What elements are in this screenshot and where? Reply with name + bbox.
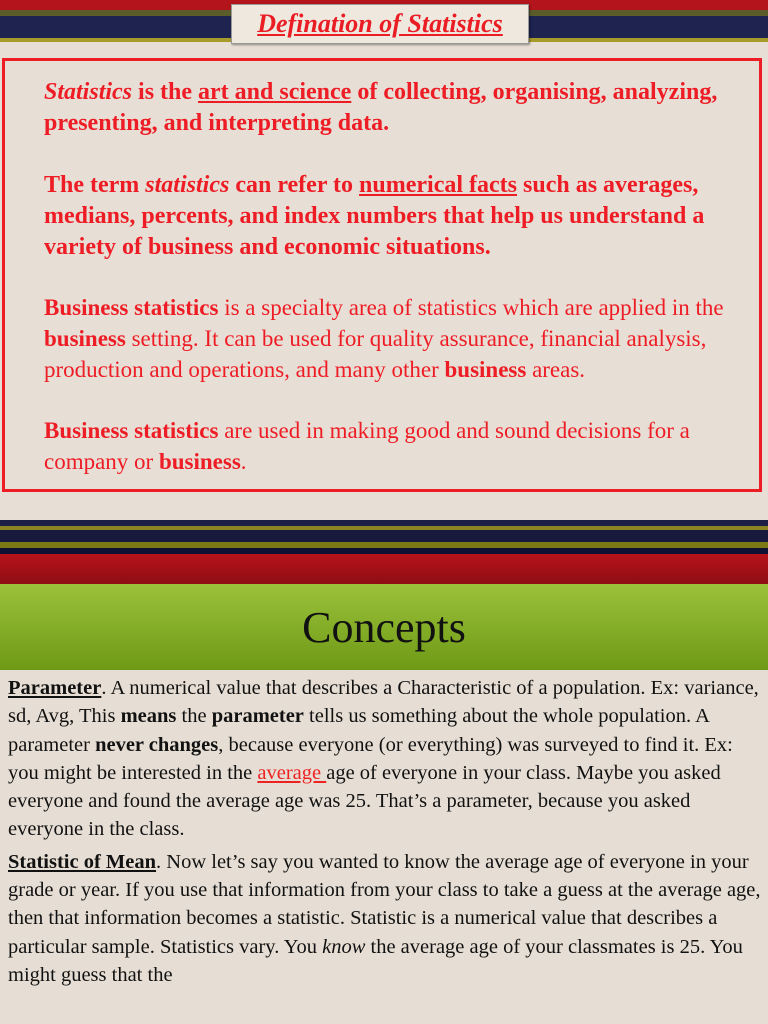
stripe-navy-2 [0,530,768,542]
concepts-title: Concepts [302,602,466,652]
stripe-red [0,554,768,584]
para-statistics-definition: Statistics is the art and science of collecting, organising, analyzing, presenting, and interpreting data. [44,79,718,136]
concepts-body [8,674,764,989]
slide-title-box [231,4,529,44]
para-business-statistics: Business statistics is a specialty area of statistics which are applied in the business setting. It can be used for quality assurance, financial analysis, production and operations, and many other business areas. [44,295,724,382]
slide-title: Defination of Statistics [257,9,503,38]
concepts-title-band [0,584,768,670]
para-term-statistics: The term statistics can refer to numerical facts such as averages, medians, percents, and index numbers that help us understand a variety of business and economic situations. [44,172,705,260]
slide-concepts [0,520,768,1024]
parameter-paragraph: Parameter. A numerical value that describes a Characteristic of a population. Ex: variance, sd, Avg, This means the parameter tells us something about the whole population. A parameter never changes, because everyone (or everything) was surveyed to find it. Ex: you might be interested in the average age of everyone in your class. Maybe you asked everyone and found the average age was 25. That’s a parameter, because you asked everyone in the class. [8,677,759,841]
statistic-paragraph: Statistic of Mean. Now let’s say you wanted to know the average age of everyone in your grade or year. If you use that information from your class to take a guess at the average age, then that information becomes a statistic. Statistic is a numerical value that describes a particular sample. Statistics vary. You know the average age of your classmates is 25. You might guess that the [8,850,761,986]
para-business-decisions: Business statistics are used in making good and sound decisions for a company or business. [44,418,690,474]
average-link[interactable]: average [257,761,327,784]
